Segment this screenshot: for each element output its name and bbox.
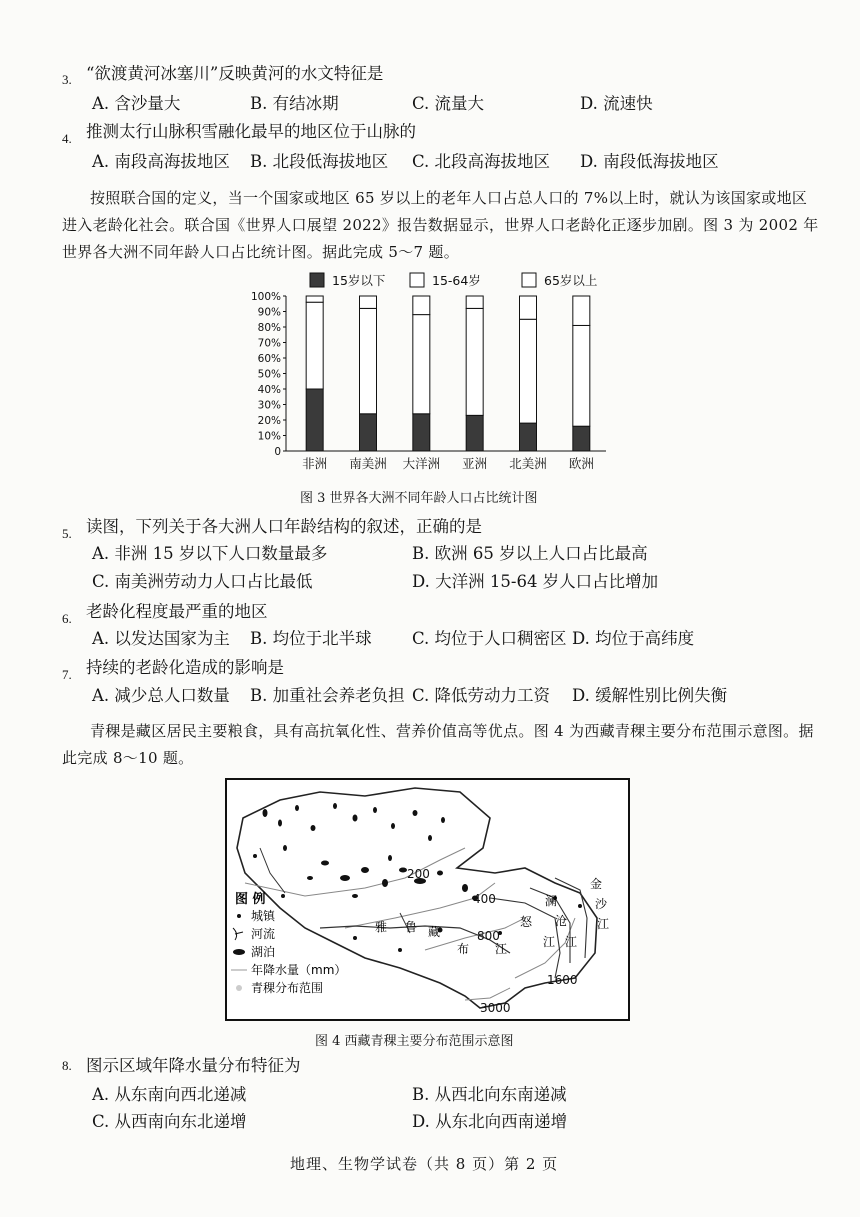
bar-2-1 <box>413 315 430 414</box>
map-legend-town: 城镇 <box>251 909 276 923</box>
q6-option-d[interactable]: D. 均位于高纬度 <box>572 629 695 648</box>
legend-swatch-0 <box>310 273 324 287</box>
passage-aging: 按照联合国的定义，当一个国家或地区 65 岁以上的老年人口占总人口的 7%以上时，就认为该国家或地区进入老龄化社会。联合国《世界人口展望 2022》报告数据显示，世界人口老龄化正逐步加剧。图 3 为 2002 年世界各大洲不同年龄人口占比统计图。据此完成 5～7 题。 <box>62 189 819 261</box>
x-tick-label-2: 大洋洲 <box>402 456 441 471</box>
q5-option-a[interactable]: A. 非洲 15 岁以下人口数量最多 <box>92 544 328 563</box>
bar-0-0 <box>306 389 323 451</box>
q7-option-b[interactable]: B. 加重社会养老负担 <box>250 686 405 705</box>
map-caption: 图 4 西藏青稞主要分布范围示意图 <box>315 1034 514 1049</box>
q5-option-c[interactable]: C. 南美洲劳动力人口占比最低 <box>92 572 313 591</box>
bar-1-1 <box>360 308 377 413</box>
q7-option-a[interactable]: A. 减少总人口数量 <box>92 686 230 705</box>
y-tick-label: 100% <box>250 291 281 303</box>
question-8-stem: 图示区域年降水量分布特征为 <box>86 1056 301 1075</box>
river-char-9: 沧 <box>555 914 568 928</box>
map-legend-title: 图 例 <box>235 892 266 907</box>
bar-3-2 <box>466 296 483 308</box>
bar-0-2 <box>306 296 323 302</box>
bar-1-2 <box>360 296 377 308</box>
q8-option-b[interactable]: B. 从西北向东南递减 <box>412 1085 567 1104</box>
y-tick-label: 50% <box>257 368 281 381</box>
q3-option-a[interactable]: A. 含沙量大 <box>92 94 181 113</box>
bar-5-2 <box>573 296 590 325</box>
y-tick-label: 70% <box>257 337 281 350</box>
q5-option-d[interactable]: D. 大洋洲 15-64 岁人口占比增加 <box>412 572 659 591</box>
isohyet-label-1600: 1600 <box>547 973 578 987</box>
chart-legend <box>310 273 597 288</box>
question-8-number: 8. <box>62 1058 72 1073</box>
question-7-number: 7. <box>62 667 72 682</box>
y-tick-label: 60% <box>257 353 281 365</box>
chart-caption: 图 3 世界各大洲不同年龄人口占比统计图 <box>300 491 538 506</box>
river-char-12: 沙 <box>595 897 608 911</box>
y-tick-label: 90% <box>257 306 281 319</box>
page-footer: 地理、生物学试卷（共 8 页）第 2 页 <box>290 1155 559 1173</box>
bar-0-1 <box>306 302 323 389</box>
bar-3-1 <box>466 308 483 415</box>
y-tick-label: 10% <box>257 430 281 443</box>
tibet-barley-map <box>225 778 630 1021</box>
river-char-10: 江 <box>565 935 578 949</box>
bar-4-1 <box>520 319 537 423</box>
q4-option-d[interactable]: D. 南段低海拔地区 <box>580 152 719 171</box>
legend-swatch-1 <box>410 273 424 287</box>
bar-4-2 <box>520 296 537 319</box>
bar-2-0 <box>413 414 430 451</box>
q4-option-b[interactable]: B. 北段低海拔地区 <box>250 152 389 171</box>
river-char-7: 江 <box>543 935 556 949</box>
question-7-stem: 持续的老龄化造成的影响是 <box>86 658 284 677</box>
legend-label-2: 65岁以上 <box>544 273 598 288</box>
question-5-stem: 读图，下列关于各大洲人口年龄结构的叙述，正确的是 <box>86 517 482 536</box>
map-legend-barley: 青稞分布范围 <box>251 981 324 995</box>
y-tick-label: 30% <box>257 399 281 412</box>
x-tick-label-3: 亚洲 <box>462 456 488 471</box>
q3-option-c[interactable]: C. 流量大 <box>412 94 485 113</box>
x-tick-label-4: 北美洲 <box>509 456 547 471</box>
q3-option-d[interactable]: D. 流速快 <box>580 94 653 113</box>
legend-label-0: 15岁以下 <box>332 273 386 288</box>
bar-5-0 <box>573 426 590 451</box>
river-char-13: 江 <box>597 917 610 931</box>
x-tick-label-0: 非洲 <box>302 456 328 471</box>
question-5-number: 5. <box>62 526 72 541</box>
age-structure-chart <box>240 268 620 483</box>
question-3-number: 3. <box>62 72 72 87</box>
q8-option-c[interactable]: C. 从西南向东北递增 <box>92 1112 247 1131</box>
isohyet-label-800: 800 <box>477 929 500 943</box>
bar-2-2 <box>413 296 430 315</box>
q6-option-c[interactable]: C. 均位于人口稠密区 <box>412 629 567 648</box>
q3-option-b[interactable]: B. 有结冰期 <box>250 94 339 113</box>
isohyet-label-400: 400 <box>473 892 496 906</box>
bar-4-0 <box>520 423 537 451</box>
q4-option-c[interactable]: C. 北段高海拔地区 <box>412 152 551 171</box>
legend-label-1: 15-64岁 <box>432 273 481 288</box>
q5-option-b[interactable]: B. 欧洲 65 岁以上人口占比最高 <box>412 544 648 563</box>
question-4-stem: 推测太行山脉积雪融化最早的地区位于山脉的 <box>86 122 416 141</box>
river-char-11: 金 <box>590 877 603 891</box>
y-tick-label: 80% <box>257 322 281 334</box>
question-6-stem: 老龄化程度最严重的地区 <box>86 602 268 621</box>
q4-option-a[interactable]: A. 南段高海拔地区 <box>92 152 230 171</box>
map-legend-lake: 湖泊 <box>251 945 276 959</box>
river-char-6: 怒 <box>520 915 533 929</box>
passage-highland-barley: 青稞是藏区居民主要粮食，具有高抗氧化性、营养价值高等优点。图 4 为西藏青稞主要分布范围示意图。据此完成 8～10 题。 <box>62 722 814 767</box>
x-tick-label-5: 欧洲 <box>568 456 594 471</box>
river-char-2: 鲁 <box>405 920 418 934</box>
q7-option-c[interactable]: C. 降低劳动力工资 <box>412 686 551 705</box>
x-tick-label-1: 南美洲 <box>349 456 387 471</box>
y-tick-label: 40% <box>257 384 281 396</box>
isohyet-label-200: 200 <box>407 867 430 881</box>
q8-option-a[interactable]: A. 从东南向西北递减 <box>92 1085 247 1104</box>
q6-option-b[interactable]: B. 均位于北半球 <box>250 629 372 648</box>
q6-option-a[interactable]: A. 以发达国家为主 <box>92 629 230 648</box>
q7-option-d[interactable]: D. 缓解性别比例失衡 <box>572 686 728 705</box>
question-3-stem: “欲渡黄河冰塞川”反映黄河的水文特征是 <box>86 64 384 83</box>
map-legend-isohyet: 年降水量（mm） <box>251 963 347 977</box>
isohyet-label-3000: 3000 <box>480 1001 511 1015</box>
question-6-number: 6. <box>62 611 72 626</box>
map-legend-river: 河流 <box>251 927 276 941</box>
river-char-4: 布 <box>457 942 470 956</box>
river-char-3: 藏 <box>428 925 441 939</box>
bar-5-1 <box>573 325 590 426</box>
y-tick-label: 20% <box>257 415 281 427</box>
question-4-number: 4. <box>62 131 72 146</box>
river-char-1: 雅 <box>375 920 388 934</box>
q8-option-d[interactable]: D. 从东北向西南递增 <box>412 1112 568 1131</box>
river-char-5: 江 <box>495 942 508 956</box>
bar-3-0 <box>466 415 483 451</box>
legend-swatch-2 <box>522 273 536 287</box>
river-char-8: 澜 <box>545 894 558 908</box>
bar-1-0 <box>360 414 377 451</box>
y-tick-label: 0 <box>274 446 281 458</box>
chart-bars <box>306 296 590 451</box>
